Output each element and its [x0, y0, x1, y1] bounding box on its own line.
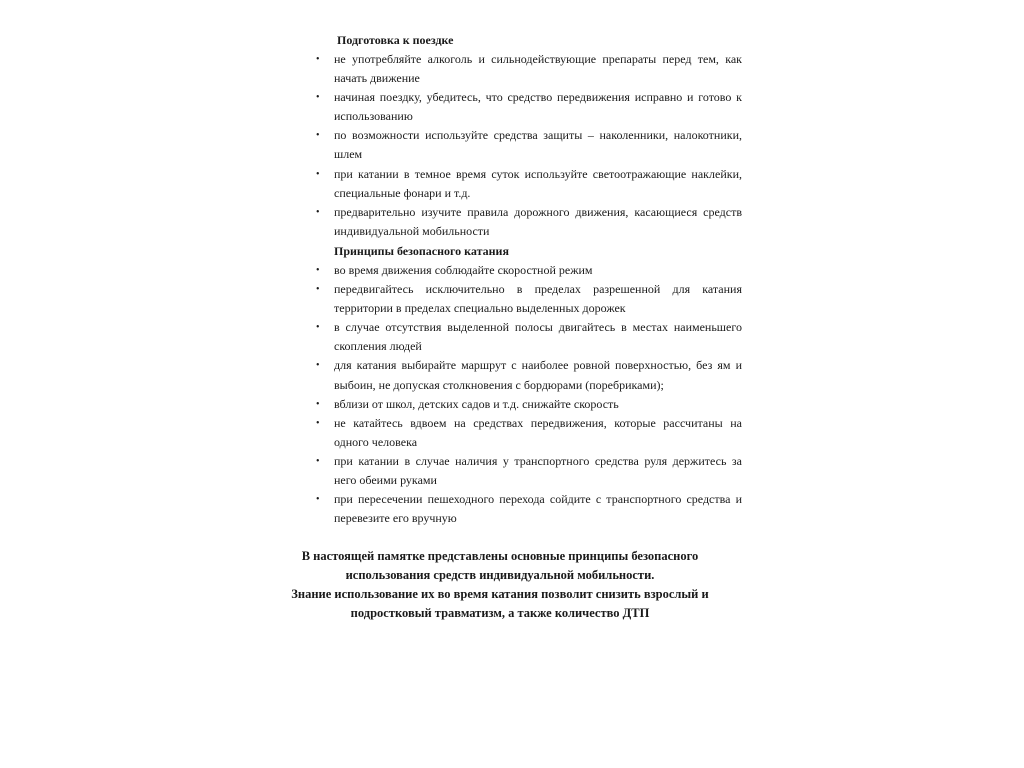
list-item-text: при катании в случае наличия у транспортного средства руля держитесь за него обеими руками — [334, 453, 742, 488]
section-heading-safe-riding: Принципы безопасного катания — [334, 244, 509, 258]
list-item — [314, 318, 742, 356]
bullet-icon: • — [316, 398, 320, 410]
safe-riding-list — [314, 261, 742, 528]
section-heading-preparation: Подготовка к поездке — [337, 33, 454, 47]
list-item — [314, 356, 742, 394]
summary-paragraph — [270, 547, 730, 623]
summary-line: В настоящей памятке представлены основные принципы безопасного — [301, 549, 699, 563]
list-item-text: передвигайтесь исключительно в пределах разрешенной для катания территории в пределах специально выделенных дорожек — [334, 282, 742, 316]
list-item — [314, 203, 742, 241]
list-item — [314, 280, 742, 318]
list-item-text: вблизи от школ, детских садов и т.д. снижайте скорость — [334, 396, 619, 411]
list-item — [314, 414, 742, 452]
list-item-text: по возможности используйте средства защиты – наколенники, налокотники, шлем — [334, 128, 742, 162]
list-item — [314, 452, 742, 490]
list-item — [314, 126, 742, 164]
list-item-text: не катайтесь вдвоем на средствах передвижения, которые рассчитаны на одного человека — [334, 415, 742, 449]
preparation-list — [314, 50, 742, 241]
list-item — [314, 88, 742, 126]
bullet-icon: • — [316, 265, 320, 276]
list-item — [314, 50, 742, 88]
bullet-icon: • — [316, 130, 320, 142]
summary-line: использования средств индивидуальной мобильности. — [345, 568, 655, 582]
list-item — [314, 165, 742, 203]
list-item — [314, 490, 742, 528]
list-item-text: в случае отсутствия выделенной полосы двигайтесь в местах наименьшего скопления людей — [334, 320, 742, 354]
summary-line: Знание использование их во время катания позволит снизить взрослый и — [291, 587, 709, 601]
list-item — [314, 395, 742, 414]
list-item-text: при пересечении пешеходного перехода сойдите с транспортного средства и перевезите его вручную — [334, 492, 742, 526]
summary-line: подростковый травматизм, а также количество ДТП — [350, 606, 650, 620]
bullet-icon: • — [316, 494, 320, 506]
bullet-icon: • — [316, 417, 320, 429]
list-item — [314, 261, 742, 280]
bullet-icon: • — [316, 168, 320, 180]
bullet-icon: • — [316, 54, 320, 65]
bullet-icon: • — [316, 322, 320, 334]
bullet-icon: • — [316, 360, 320, 372]
list-item-text: не употребляйте алкоголь и сильнодействующие препараты перед тем, как начать движение — [334, 52, 742, 86]
bullet-icon: • — [316, 92, 320, 104]
list-item-text: при катании в темное время суток используйте светоотражающие наклейки, специальные фонари и т.д. — [334, 166, 742, 200]
list-item-text: во время движения соблюдайте скоростной режим — [334, 263, 593, 277]
bullet-icon: • — [316, 206, 320, 218]
bullet-icon: • — [316, 455, 320, 467]
bullet-icon: • — [316, 284, 320, 296]
list-item-text: для катания выбирайте маршрут с наиболее ровной поверхностью, без ям и выбоин, не допуская столкновения с бордюрами (поребриками); — [334, 358, 742, 392]
list-item-text: начиная поездку, убедитесь, что средство передвижения исправно и готово к использованию — [334, 90, 742, 124]
list-item-text: предварительно изучите правила дорожного движения, касающиеся средств индивидуальной мобильности — [334, 204, 742, 238]
